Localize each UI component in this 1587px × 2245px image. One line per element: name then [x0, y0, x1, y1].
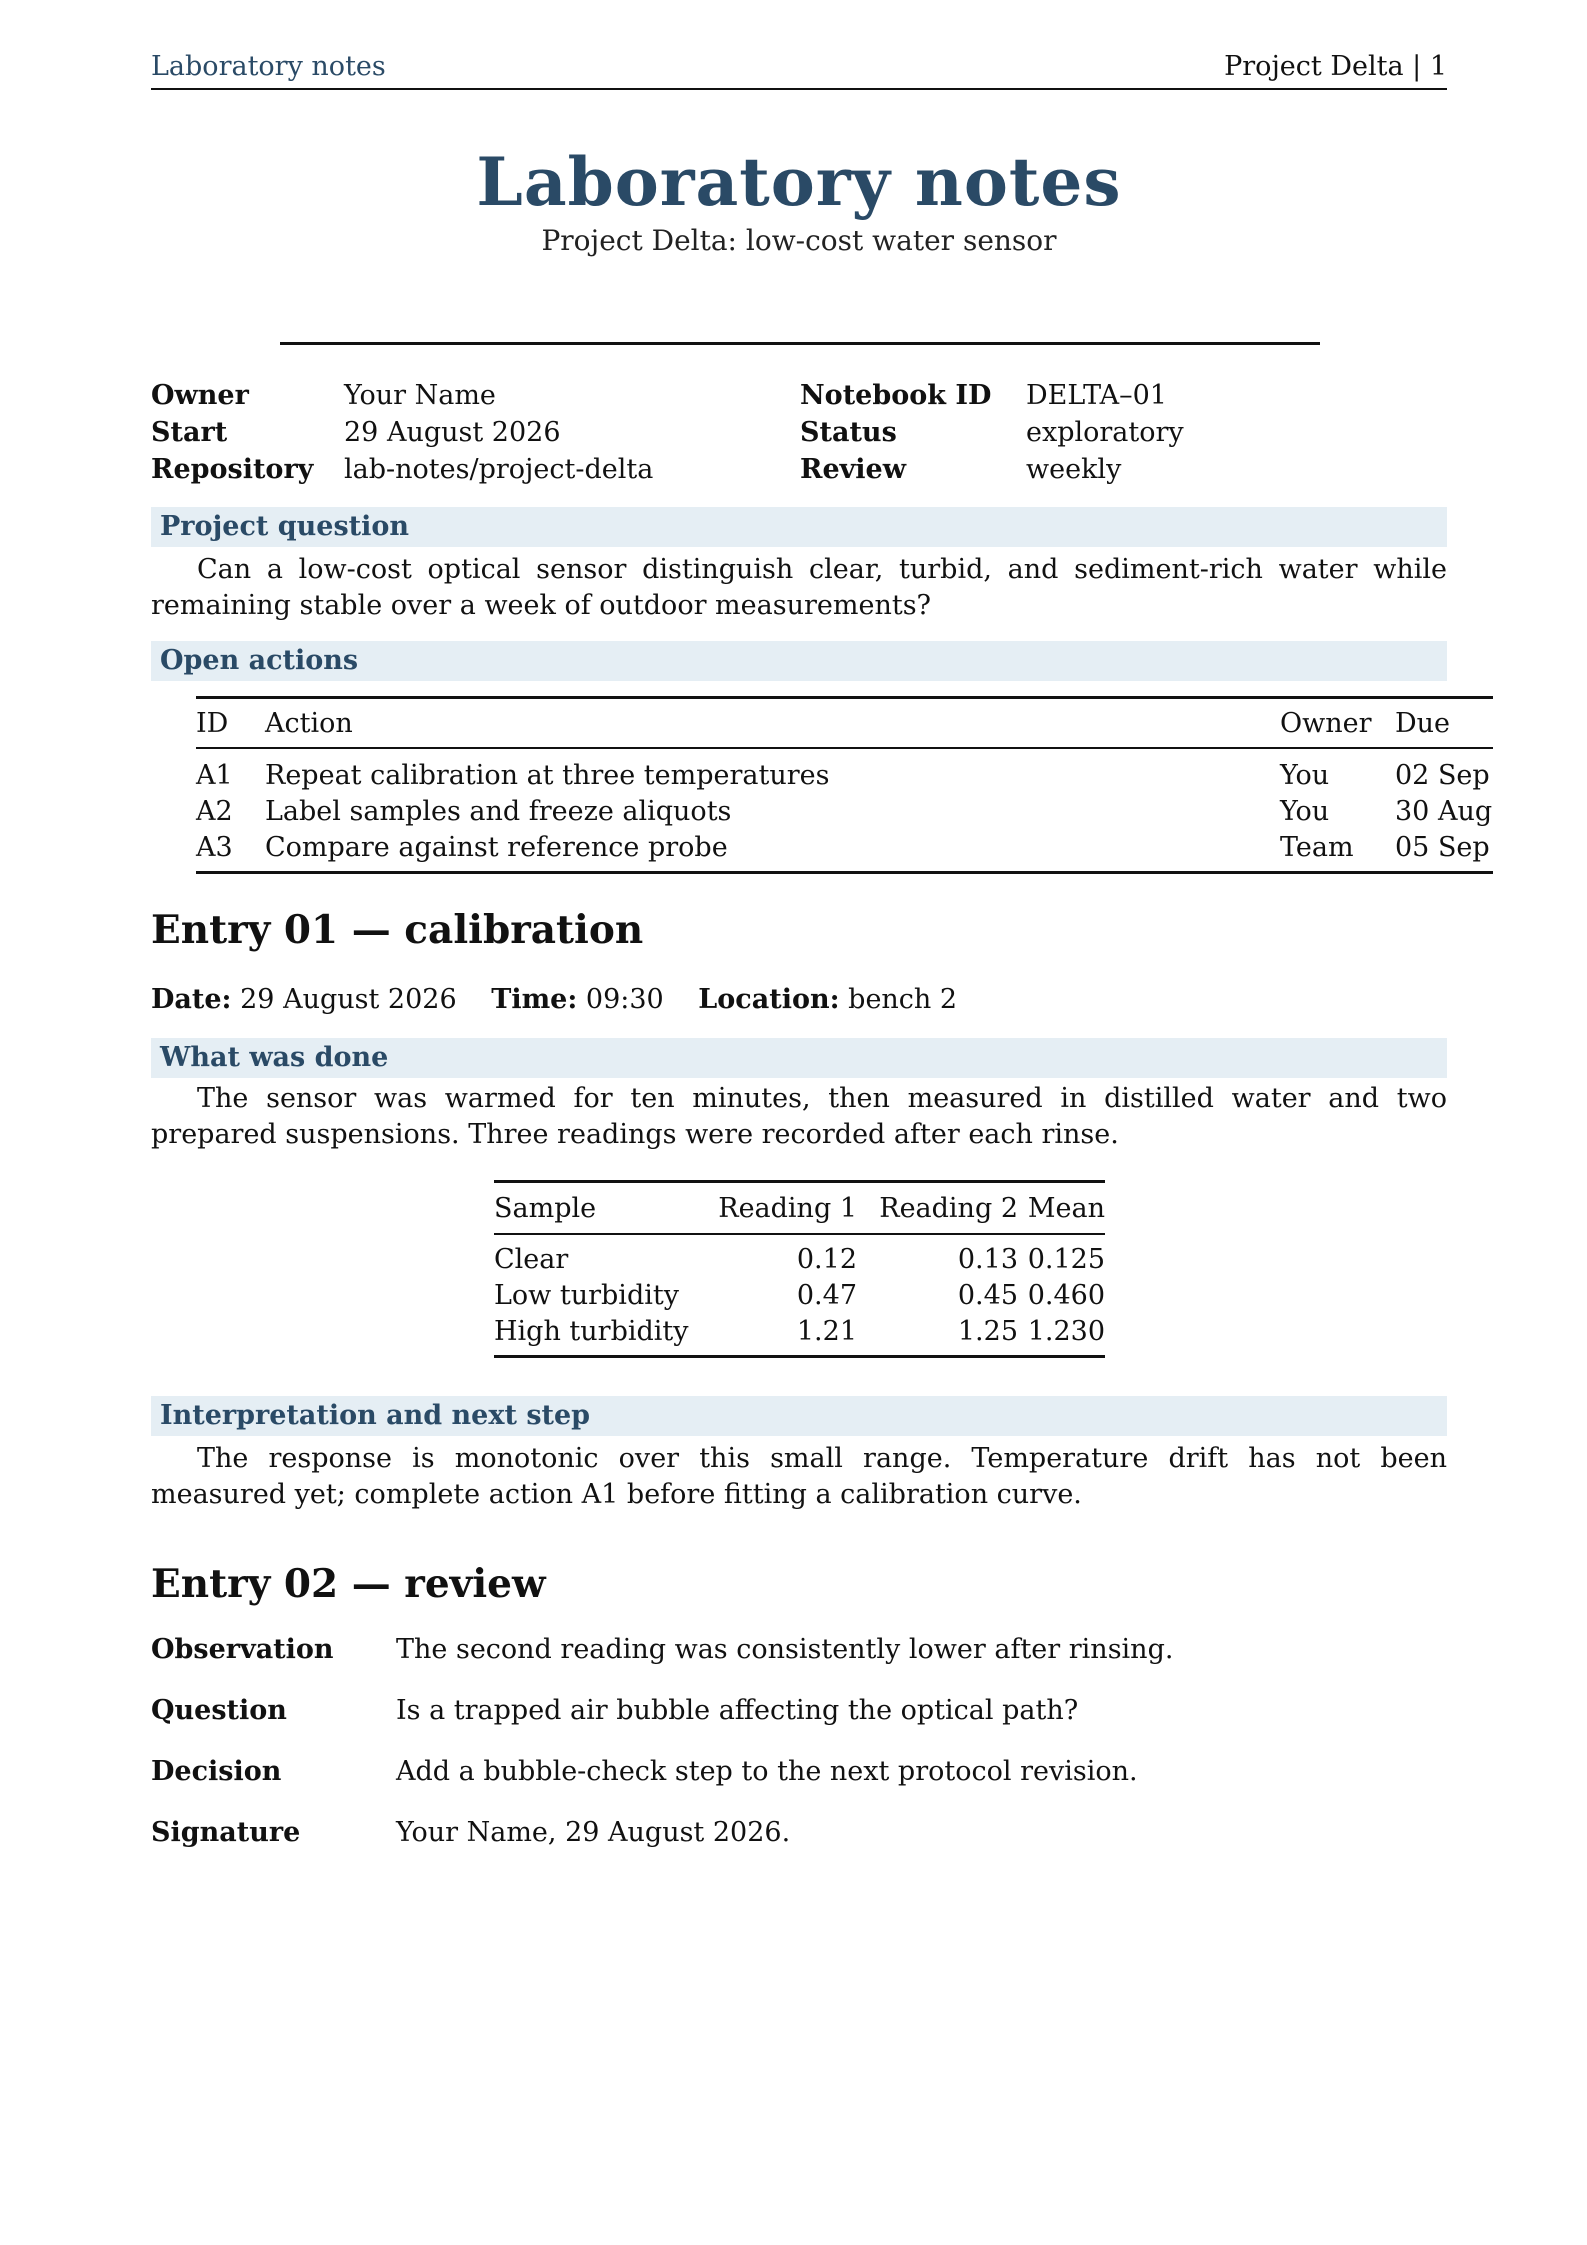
table-row: [196, 829, 1493, 873]
table-header-row: [196, 698, 1493, 749]
document-page: [151, 0, 1493, 2245]
section-what-was-done: What was done: [151, 1038, 1447, 1078]
meta-review-value: weekly: [1026, 454, 1122, 485]
meta-notebook-value: DELTA–01: [1026, 380, 1167, 411]
col-due: Due: [1395, 698, 1493, 749]
cell: You: [1280, 795, 1330, 827]
review-label: Question: [151, 1695, 287, 1726]
what-was-done-text: [151, 1081, 1447, 1153]
review-item-question: [151, 1695, 1447, 1756]
cell: 0.47: [796, 1279, 857, 1311]
cell: Team: [1280, 831, 1354, 863]
review-text: The second reading was consistently lower after rinsing.: [396, 1634, 1174, 1665]
review-item-decision: [151, 1756, 1447, 1817]
review-text: Add a bubble-check step to the next protocol revision.: [396, 1756, 1138, 1787]
entry-01-heading: Entry 01 — calibration: [151, 907, 644, 953]
meta-repo-label: Repository: [151, 454, 314, 485]
meta-owner-value: Your Name: [344, 380, 496, 411]
project-question-text: [151, 552, 1447, 624]
cell: 05 Sep: [1395, 831, 1490, 863]
table-row: [494, 1313, 1105, 1357]
document-title: Laboratory notes: [476, 143, 1122, 221]
location-value: bench 2: [848, 984, 958, 1015]
cell: 0.12: [796, 1243, 857, 1275]
cell: Clear: [494, 1243, 569, 1275]
table-row: [196, 748, 1493, 793]
table-header-row: [494, 1182, 1105, 1235]
header-right: Project Delta | 1: [1224, 51, 1447, 82]
cell: 0.45: [957, 1279, 1018, 1311]
col-mean: Mean: [1018, 1182, 1105, 1235]
actions-table: [196, 696, 1493, 874]
section-project-question: Project question: [151, 507, 1447, 547]
review-label: Observation: [151, 1634, 334, 1665]
col-reading-2: Reading 2: [857, 1182, 1018, 1235]
interpretation-body: The response is monotonic over this small range. Temperature drift has not been measured yet; complete action A1 before fitting a calibration curve.: [151, 1443, 1447, 1510]
cell: Repeat calibration at three temperatures: [265, 759, 830, 791]
date-value: 29 August 2026: [240, 984, 457, 1015]
review-item-signature: [151, 1817, 1447, 1878]
cell: 0.460: [1027, 1279, 1105, 1311]
cell: Compare against reference probe: [265, 831, 728, 863]
cell: A3: [196, 831, 233, 863]
section-interpretation: Interpretation and next step: [151, 1396, 1447, 1436]
cell: 1.25: [957, 1315, 1018, 1347]
review-item-observation: [151, 1634, 1447, 1695]
col-action: Action: [265, 698, 1280, 749]
table-row: [494, 1277, 1105, 1313]
time-value: 09:30: [585, 984, 664, 1015]
cell: High turbidity: [494, 1315, 689, 1347]
what-was-done-body: The sensor was warmed for ten minutes, then measured in distilled water and two prepared suspensions. Three readings were recorded after each rinse.: [151, 1083, 1447, 1150]
readings-table: [494, 1180, 1105, 1358]
entry-01-dateline: [151, 984, 957, 1015]
meta-notebook-label: Notebook ID: [800, 380, 992, 411]
title-block: [151, 142, 1447, 257]
meta-review-label: Review: [800, 454, 906, 485]
header-left: Laboratory notes: [151, 51, 386, 82]
cell: Low turbidity: [494, 1279, 679, 1311]
meta-status-label: Status: [800, 417, 897, 448]
date-label: Date:: [151, 984, 232, 1015]
col-sample: Sample: [494, 1182, 706, 1235]
cell: 02 Sep: [1395, 759, 1490, 791]
meta-repo-value: lab-notes/project-delta: [344, 454, 654, 485]
cell: You: [1280, 759, 1330, 791]
review-label: Decision: [151, 1756, 282, 1787]
meta-owner-label: Owner: [151, 380, 249, 411]
cell: 0.125: [1027, 1243, 1105, 1275]
meta-start-label: Start: [151, 417, 228, 448]
cell: A2: [196, 795, 233, 827]
entry-02-review-list: [151, 1634, 1447, 1878]
cell: Label samples and freeze aliquots: [265, 795, 732, 827]
review-label: Signature: [151, 1817, 301, 1848]
entry-02-heading: Entry 02 — review: [151, 1561, 546, 1607]
meta-start-value: 29 August 2026: [344, 417, 561, 448]
location-label: Location:: [698, 984, 840, 1015]
cell: 0.13: [957, 1243, 1018, 1275]
meta-status-value: exploratory: [1026, 417, 1184, 448]
col-owner: Owner: [1280, 698, 1395, 749]
review-text: Is a trapped air bubble affecting the optical path?: [396, 1695, 1079, 1726]
time-label: Time:: [491, 984, 578, 1015]
running-header: [151, 52, 1447, 90]
cell: A1: [196, 759, 233, 791]
document-subtitle: Project Delta: low-cost water sensor: [541, 224, 1057, 257]
col-reading-1: Reading 1: [706, 1182, 857, 1235]
review-text: Your Name, 29 August 2026.: [396, 1817, 791, 1848]
col-id: ID: [196, 698, 265, 749]
section-open-actions: Open actions: [151, 641, 1447, 681]
interpretation-text: [151, 1441, 1447, 1513]
metadata-grid: [151, 378, 1447, 487]
cell: 30 Aug: [1395, 795, 1493, 827]
project-question-body: Can a low-cost optical sensor distinguish clear, turbid, and sediment-rich water while remaining stable over a week of outdoor measurements?: [151, 554, 1447, 621]
table-row: [494, 1234, 1105, 1277]
cell: 1.21: [796, 1315, 857, 1347]
title-rule: [280, 342, 1320, 345]
cell: 1.230: [1027, 1315, 1105, 1347]
table-row: [196, 793, 1493, 829]
